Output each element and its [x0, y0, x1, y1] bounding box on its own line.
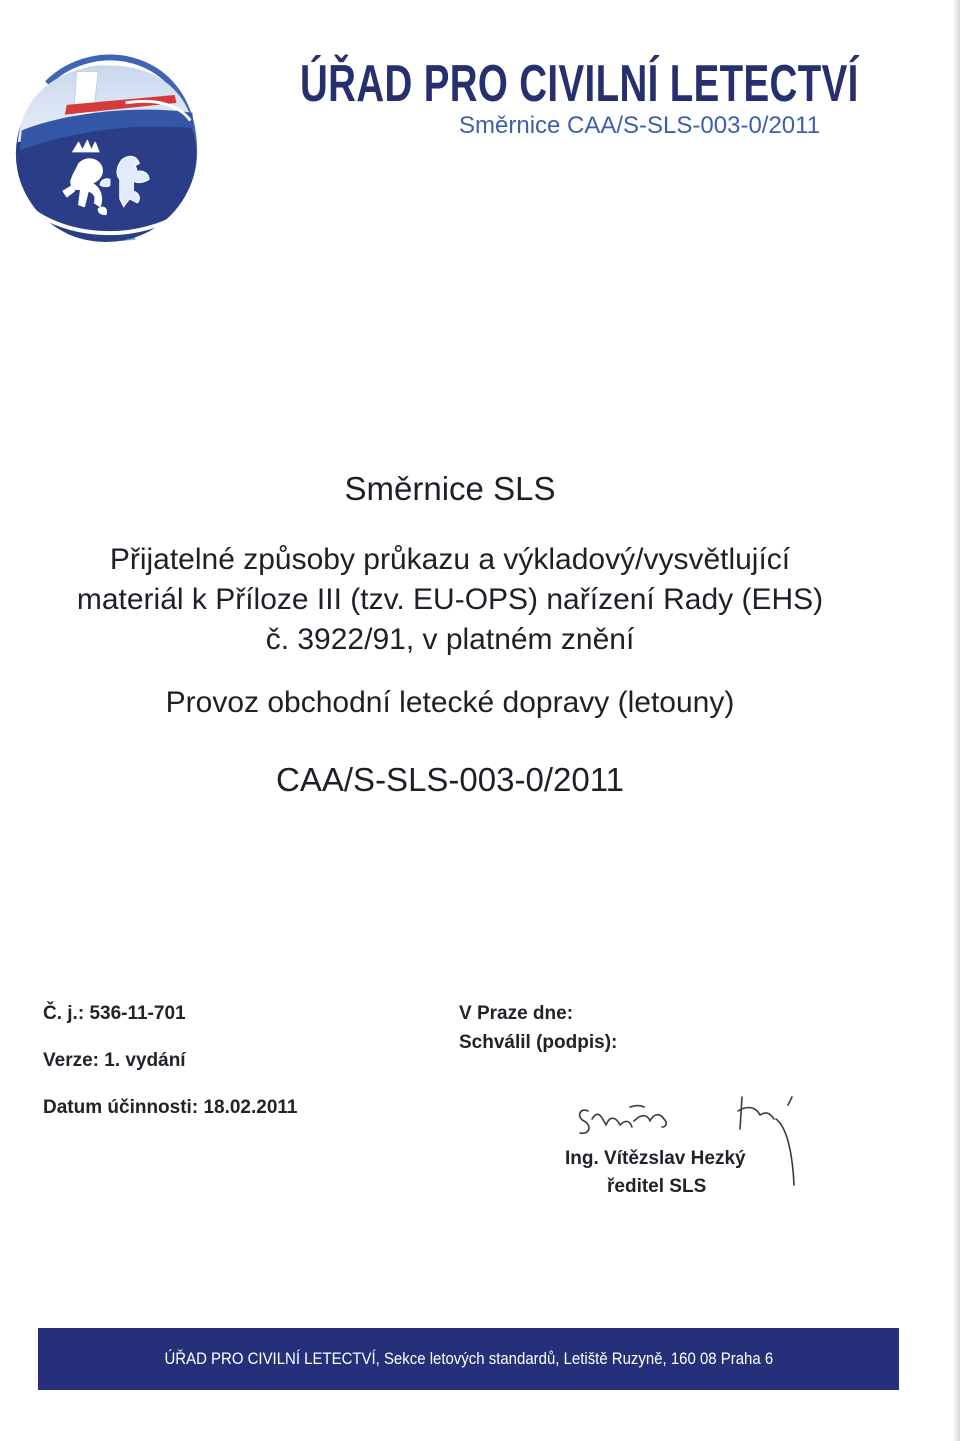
footer-address-text: ÚŘAD PRO CIVILNÍ LETECTVÍ, Sekce letových standardů, Letiště Ruzyně, 160 08 Praha 6: [164, 1349, 773, 1368]
approved-by-label: Schválil (podpis):: [459, 1032, 618, 1053]
footer-address: [38, 1348, 899, 1370]
reference-number: Č. j.: 536-11-701: [43, 1003, 186, 1024]
org-title: ÚŘAD PRO CIVILNÍ LETECTVÍ: [300, 55, 859, 113]
page-edge: [954, 0, 960, 1441]
description-line: č. 3922/91, v platném znění: [265, 623, 635, 656]
header-subtitle: Směrnice CAA/S-SLS-003-0/2011: [459, 112, 821, 139]
caa-logo-icon: [8, 44, 204, 250]
version-label: Verze: 1. vydání: [43, 1050, 186, 1071]
place-date-label: V Praze dne:: [459, 1003, 574, 1024]
document-code: CAA/S-SLS-003-0/2011: [276, 761, 624, 798]
signatory-role: ředitel SLS: [607, 1176, 707, 1197]
description-line: Přijatelné způsoby průkazu a výkladový/vysvětlující: [109, 543, 791, 576]
footer-bar: [38, 1328, 899, 1390]
description-line: materiál k Příloze III (tzv. EU-OPS) nařízení Rady (EHS): [76, 583, 824, 616]
document-scope: Provoz obchodní letecké dopravy (letouny): [165, 686, 735, 719]
effective-date: Datum účinnosti: 18.02.2011: [43, 1097, 298, 1118]
document-description: [40, 540, 860, 660]
document-heading: Směrnice SLS: [344, 470, 556, 507]
signatory-name: Ing. Vítězslav Hezký: [565, 1148, 746, 1169]
